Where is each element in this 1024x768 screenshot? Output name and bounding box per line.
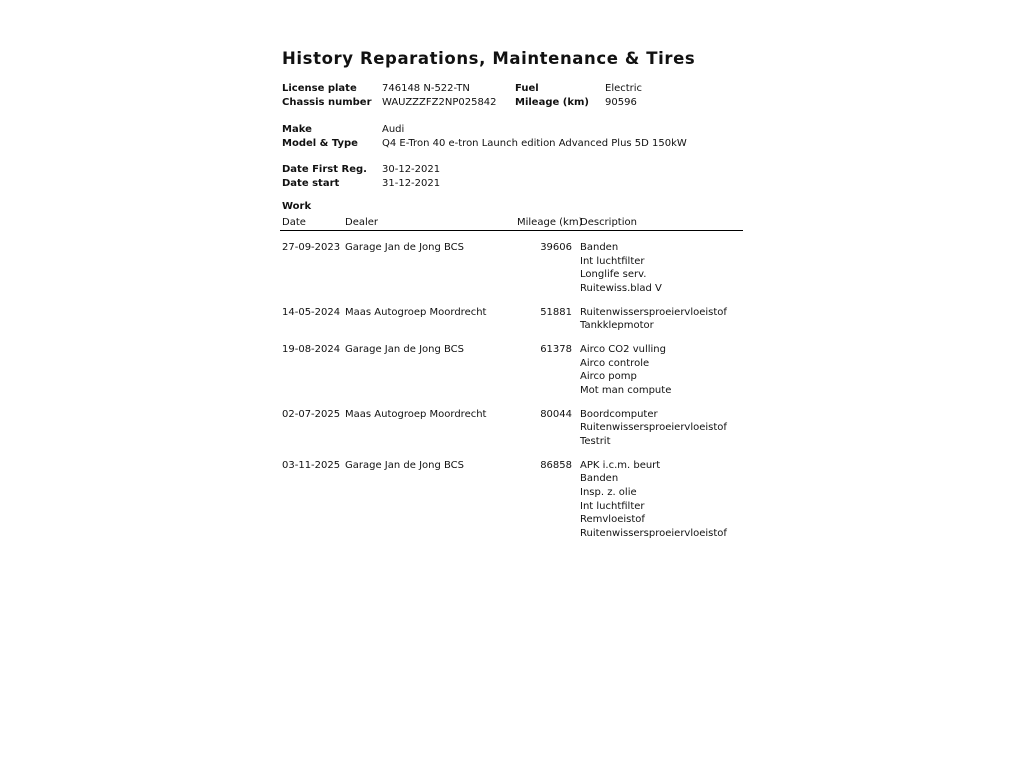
license-plate-label: License plate (282, 83, 357, 94)
row-date: 19-08-2024 (282, 343, 341, 355)
description-item: Longlife serv. (580, 269, 647, 281)
header-description: Description (580, 217, 637, 228)
date-start-label: Date start (282, 178, 340, 189)
work-table-body (282, 231, 743, 550)
row-description-list (580, 408, 743, 449)
description-item: Ruitenwissersproeiervloeistof (580, 422, 727, 434)
chassis-number-label: Chassis number (282, 97, 372, 108)
description-item: Int luchtfilter (580, 500, 645, 512)
row-date: 02-07-2025 (282, 408, 341, 420)
table-row (282, 408, 743, 449)
model-type-label: Model & Type (282, 138, 358, 149)
fuel-value: Electric (605, 83, 643, 94)
chassis-number-value: WAUZZZFZ2NP025842 (382, 97, 497, 108)
header-date: Date (282, 217, 306, 228)
row-date: 03-11-2025 (282, 459, 341, 471)
description-item: Tankklepmotor (580, 320, 654, 332)
row-dealer: Garage Jan de Jong BCS (345, 459, 465, 471)
row-dealer: Garage Jan de Jong BCS (345, 343, 465, 355)
row-description-list (580, 306, 743, 333)
description-item: Airco CO2 vulling (580, 343, 666, 355)
row-description-list (580, 343, 743, 398)
row-description-list (580, 459, 743, 541)
table-row (282, 343, 743, 398)
description-item: Banden (580, 473, 619, 485)
row-dealer: Maas Autogroep Moordrecht (345, 306, 487, 318)
model-type-value: Q4 E-Tron 40 e-tron Launch edition Advanced Plus 5D 150kW (382, 138, 687, 149)
row-dealer: Maas Autogroep Moordrecht (345, 408, 487, 420)
row-dealer: Garage Jan de Jong BCS (345, 242, 465, 253)
row-description-list (580, 241, 743, 296)
row-mileage: 39606 (540, 242, 572, 253)
row-mileage: 61378 (540, 343, 572, 355)
description-item: Testrit (580, 435, 611, 447)
fuel-label: Fuel (515, 83, 539, 94)
header-dealer: Dealer (345, 217, 379, 228)
description-item: Ruitewiss.blad V (580, 282, 662, 294)
mileage-label: Mileage (km) (515, 97, 589, 108)
description-item: Int luchtfilter (580, 255, 645, 267)
row-mileage: 80044 (540, 408, 572, 420)
description-item: Ruitenwissersproeiervloeistof (580, 306, 727, 318)
page-title: History Reparations, Maintenance & Tires (282, 49, 696, 68)
header-mileage: Mileage (km) (517, 217, 583, 228)
description-item: Airco pomp (580, 371, 637, 383)
row-mileage: 86858 (540, 459, 572, 471)
make-value: Audi (382, 124, 405, 135)
table-row (282, 241, 743, 296)
description-item: Insp. z. olie (580, 486, 637, 498)
mileage-value: 90596 (605, 97, 637, 108)
row-mileage: 51881 (540, 306, 572, 318)
description-item: APK i.c.m. beurt (580, 459, 661, 471)
description-item: Remvloeistof (580, 514, 645, 526)
description-item: Banden (580, 242, 619, 253)
work-table-header (280, 217, 743, 231)
description-item: Boordcomputer (580, 408, 658, 420)
row-date: 27-09-2023 (282, 242, 341, 253)
first-reg-label: Date First Reg. (282, 164, 367, 175)
first-reg-value: 30-12-2021 (382, 164, 441, 175)
description-item: Ruitenwissersproeiervloeistof (580, 527, 727, 539)
description-item: Airco controle (580, 357, 650, 369)
work-section-title: Work (282, 201, 312, 212)
table-row (282, 459, 743, 541)
make-label: Make (282, 124, 312, 135)
date-start-value: 31-12-2021 (382, 178, 441, 189)
description-item: Mot man compute (580, 384, 672, 396)
table-row (282, 306, 743, 333)
license-plate-value: 746148 N-522-TN (382, 83, 470, 94)
row-date: 14-05-2024 (282, 306, 341, 318)
